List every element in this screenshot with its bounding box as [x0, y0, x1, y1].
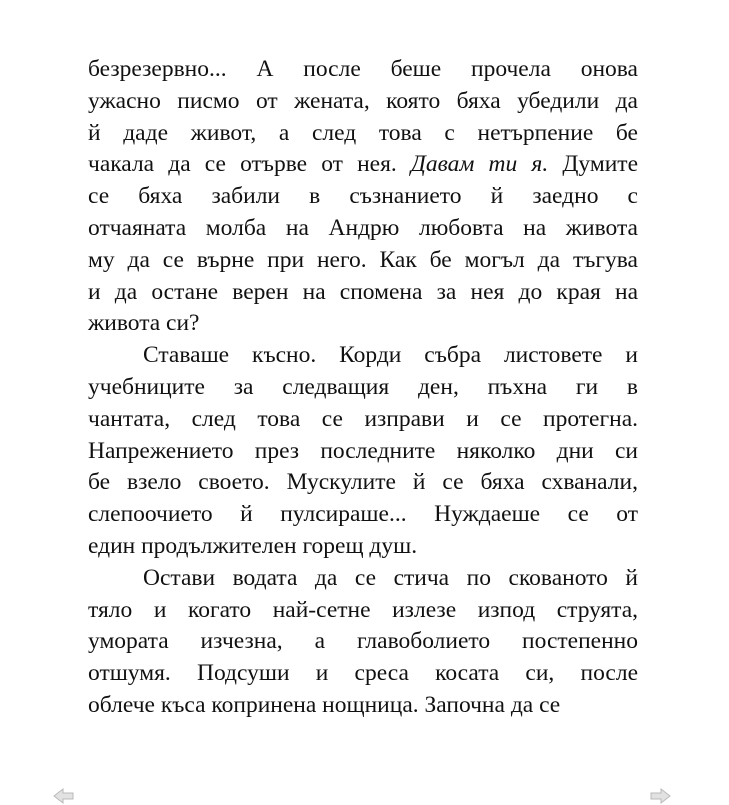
- text-line: [88, 658, 638, 690]
- text-line: [88, 149, 638, 181]
- text-run: чакала да се отърве от нея.: [88, 151, 411, 178]
- text-line: [88, 277, 638, 309]
- text-run: й даде живот, а след това с нетърпение бе: [88, 119, 638, 146]
- text-line: [88, 86, 638, 118]
- text-run: и да остане верен на спомена за нея до края на: [88, 278, 638, 305]
- text-run: му да се върне при него. Как бе могъл да тъгува: [88, 246, 638, 273]
- text-line: [88, 372, 638, 404]
- arrow-right-icon: [649, 787, 671, 805]
- text-line: [88, 595, 638, 627]
- text-line: [88, 467, 638, 499]
- paragraph: [88, 340, 638, 563]
- next-page-button[interactable]: [649, 787, 671, 805]
- text-run: един продължителен горещ душ.: [88, 532, 418, 559]
- text-run: бе взело своето. Мускулите й се бяха схванали,: [88, 469, 638, 496]
- text-run: учебниците за следващия ден, пъхна ги в: [88, 373, 638, 400]
- text-line: [88, 436, 638, 468]
- text-line: [88, 690, 638, 722]
- document-body: [88, 54, 638, 722]
- text-run: отшумя. Подсуши и среса косата си, после: [88, 660, 638, 687]
- text-line: [88, 499, 638, 531]
- text-line: [88, 531, 638, 563]
- text-run: живота си?: [88, 310, 200, 337]
- text-run: Ставаше късно. Корди събра листовете и: [143, 342, 638, 369]
- text-run: Остави водата да се стича по скованото й: [143, 564, 638, 591]
- document-page: [88, 54, 638, 722]
- text-run: Думите: [548, 151, 638, 178]
- text-line: [88, 181, 638, 213]
- text-run: Напрежението през последните няколко дни си: [88, 437, 638, 464]
- text-run: чантата, след това се изправи и се протегна.: [88, 405, 638, 432]
- text-line: [88, 308, 638, 340]
- text-line: [88, 245, 638, 277]
- text-run: отчаяната молба на Андрю любовта на живота: [88, 214, 638, 241]
- paragraph: [88, 54, 638, 340]
- text-line: [88, 563, 638, 595]
- text-line: [88, 54, 638, 86]
- text-line: [88, 626, 638, 658]
- text-line: [88, 213, 638, 245]
- text-run: ужасно писмо от жената, която бяха убедили да: [88, 87, 638, 114]
- previous-page-button[interactable]: [53, 787, 75, 805]
- text-line: [88, 404, 638, 436]
- text-run: тяло и когато най-сетне излезе изпод струята,: [88, 596, 638, 623]
- paragraph: [88, 563, 638, 722]
- text-line: [88, 340, 638, 372]
- text-run: умората изчезна, а главоболието постепенно: [88, 628, 638, 655]
- text-run: безрезервно... А после беше прочела онова: [88, 56, 638, 82]
- text-run: се бяха забили в съзнанието й заедно с: [88, 183, 638, 210]
- text-line: [88, 118, 638, 150]
- arrow-left-icon: [53, 787, 75, 805]
- text-run: облече къса копринена нощница. Започна да се: [88, 691, 561, 718]
- italic-text: Давам ти я.: [410, 151, 549, 178]
- text-run: слепоочието й пулсираше... Нуждаеше се от: [88, 501, 638, 528]
